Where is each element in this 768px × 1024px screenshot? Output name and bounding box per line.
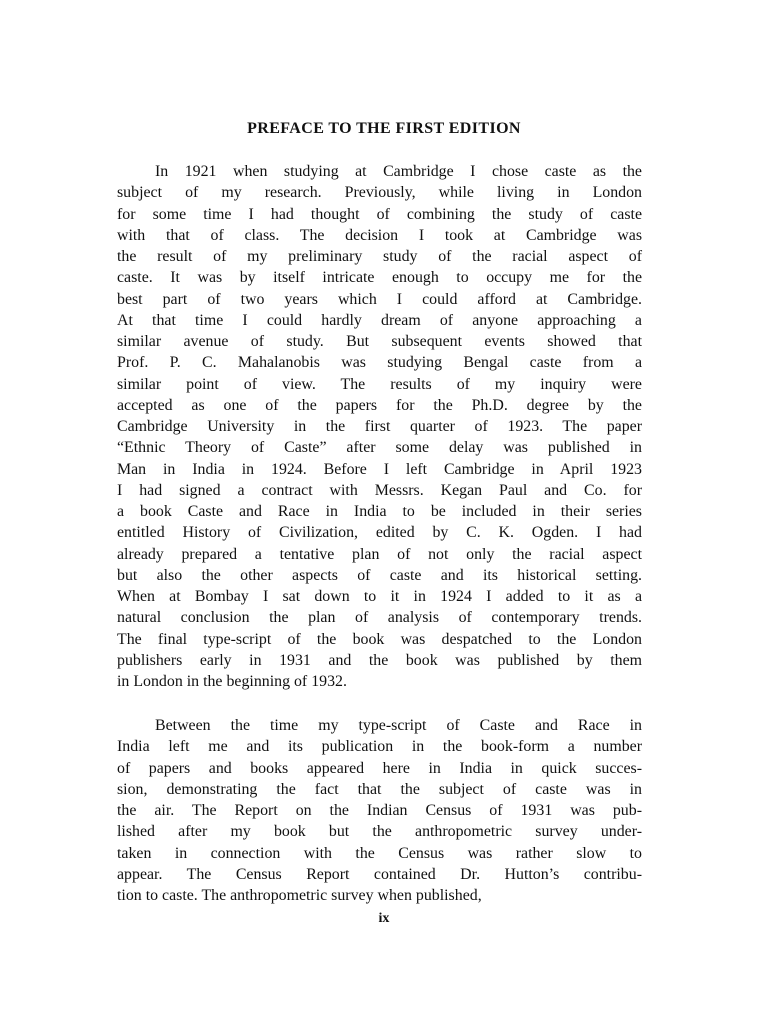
paragraph-2	[117, 715, 642, 906]
page-number: ix	[378, 911, 390, 926]
page-title: PREFACE TO THE FIRST EDITION	[247, 120, 521, 137]
text-line: lished after my book but the anthropometric survey under-	[117, 823, 642, 841]
text-line: “Ethnic Theory of Caste” after some delay was published in	[117, 439, 642, 457]
text-line: sion, demonstrating the fact that the subject of caste was in	[117, 780, 642, 798]
text-line: similar point of view. The results of my inquiry were	[117, 375, 642, 393]
text-line: best part of two years which I could afford at Cambridge.	[117, 290, 642, 308]
text-line: publishers early in 1931 and the book was published by them	[117, 651, 642, 669]
text-line: in London in the beginning of 1932.	[117, 673, 347, 690]
text-line: caste. It was by itself intricate enough to occupy me for the	[117, 269, 642, 287]
text-line: a book Caste and Race in India to be included in their series	[117, 503, 642, 520]
text-line: tion to caste. The anthropometric survey when published,	[117, 887, 482, 904]
text-line: natural conclusion the plan of analysis of contemporary trends.	[117, 609, 642, 627]
text-line: Between the time my type-script of Caste and Race in	[155, 717, 642, 734]
text-line: similar avenue of study. But subsequent events showed that	[117, 333, 642, 350]
text-line: of papers and books appeared here in India in quick succes-	[117, 759, 642, 777]
text-line: Man in India in 1924. Before I left Cambridge in April 1923	[117, 460, 642, 478]
text-line: but also the other aspects of caste and its historical setting.	[117, 566, 642, 584]
text-line: Cambridge University in the first quarter of 1923. The paper	[117, 418, 642, 435]
text-line: When at Bombay I sat down to it in 1924 I added to it as a	[117, 588, 642, 605]
text-line: In 1921 when studying at Cambridge I chose caste as the	[155, 163, 642, 180]
text-line: accepted as one of the papers for the Ph.D. degree by the	[117, 396, 642, 414]
text-line: At that time I could hardly dream of anyone approaching a	[117, 311, 642, 329]
text-line: entitled History of Civilization, edited by C. K. Ogden. I had	[117, 524, 642, 542]
text-line: appear. The Census Report contained Dr. Hutton’s contribu-	[117, 865, 642, 883]
paragraph-1	[117, 161, 642, 692]
text-line: Prof. P. C. Mahalanobis was studying Bengal caste from a	[117, 354, 642, 372]
text-line: with that of class. The decision I took at Cambridge was	[117, 226, 642, 244]
text-line: already prepared a tentative plan of not only the racial aspect	[117, 545, 642, 563]
text-line: the result of my preliminary study of the racial aspect of	[117, 248, 642, 265]
text-line: taken in connection with the Census was rather slow to	[117, 844, 642, 862]
text-line: I had signed a contract with Messrs. Kegan Paul and Co. for	[117, 481, 642, 499]
text-line: the air. The Report on the Indian Census of 1931 was pub-	[117, 802, 642, 819]
text-line: for some time I had thought of combining the study of caste	[117, 205, 642, 223]
text-line: subject of my research. Previously, while living in London	[117, 184, 642, 202]
text-line: The final type-script of the book was despatched to the London	[117, 630, 642, 648]
text-line: India left me and its publication in the book-form a number	[117, 738, 642, 756]
